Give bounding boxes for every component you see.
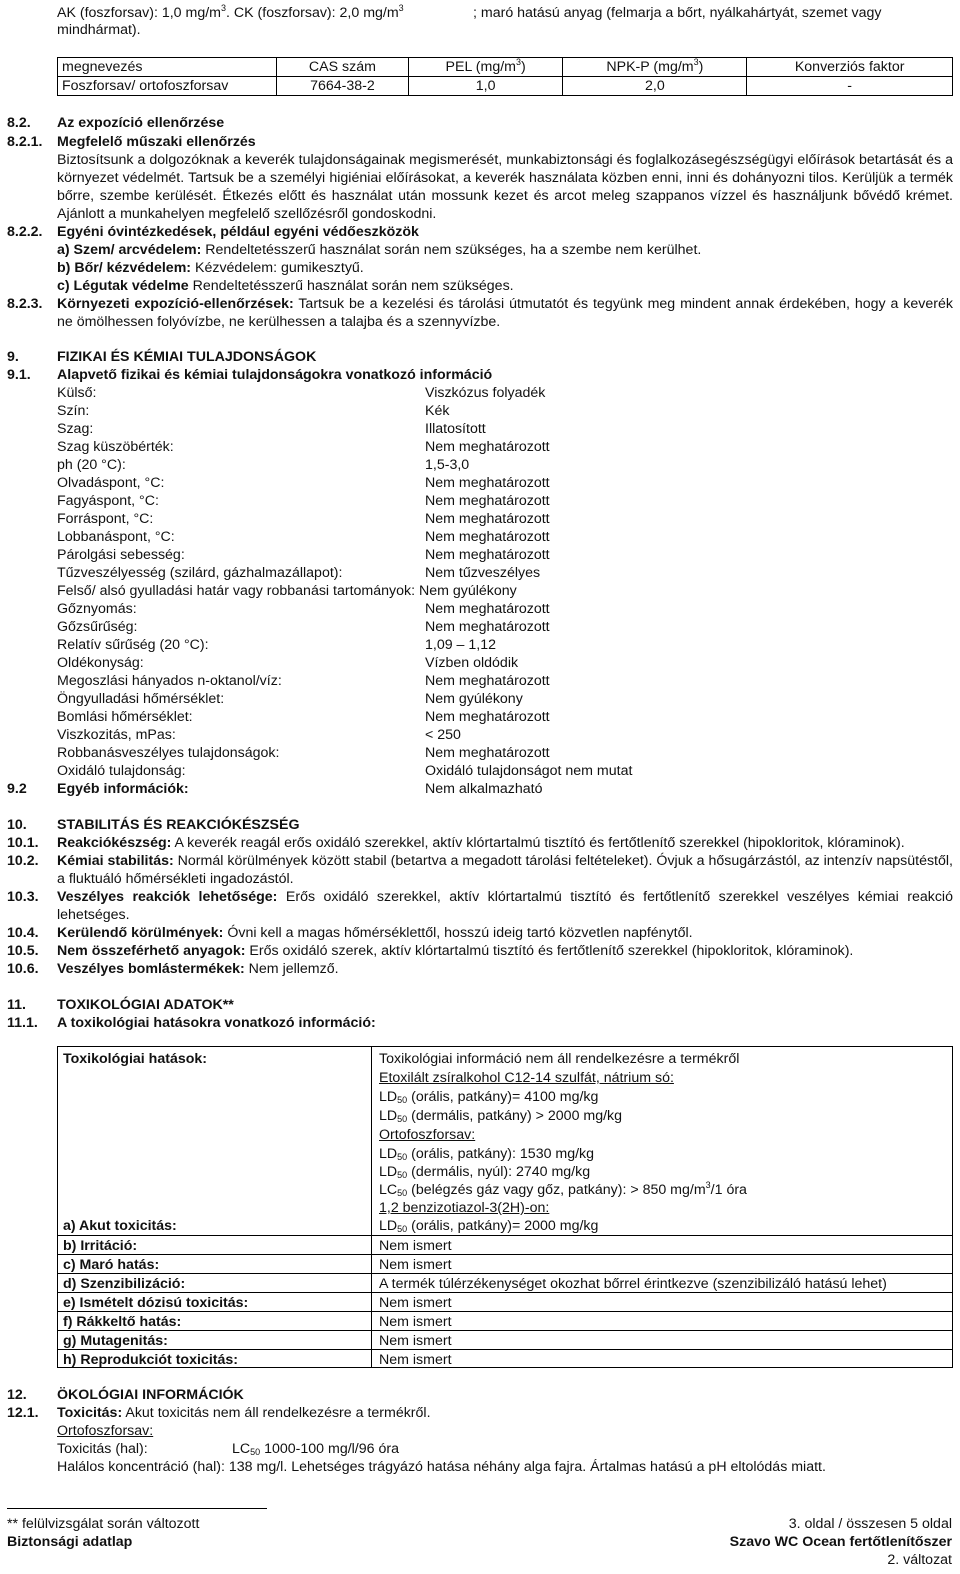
section-paragraph: Kerülendő körülmények: Óvni kell a magas hőmérséklettől, hosszú ideig tartó közvetlen napfénytől. [57, 925, 693, 941]
table-header-cell: NPK-P $(mg/m^3)$ [563, 58, 747, 77]
table-cell: f) Rákkeltő hatás: [63, 1314, 182, 1330]
section-paragraph: Reakciókészség: A keverék reagál erős oxidáló szerekkel, aktív klórtartalmú tisztító és fertőtlenítő szerekkel (hipokloritok, klóraminok). [57, 835, 905, 851]
property-value: Nem tűzveszélyes [425, 565, 541, 581]
table-cell: a) Akut toxicitás: [63, 1218, 177, 1234]
property-label: Olvadáspont, °C: [57, 475, 165, 491]
property-value: Oxidáló tulajdonságot nem mutat [425, 763, 633, 779]
property-label: Oldékonyság: [57, 655, 144, 671]
table-cell: Nem ismert [379, 1314, 452, 1330]
section-title: Egyéni óvintézkedések, például egyéni védőeszközök [57, 224, 419, 240]
section-number: 9.2 [7, 781, 27, 797]
table-cell: Nem ismert [379, 1257, 452, 1273]
section-number: 11.1. [7, 1015, 38, 1031]
table-cell: 1,0 [408, 77, 563, 96]
table-cell: Nem ismert [379, 1238, 452, 1254]
property-value: Nem meghatározott [425, 529, 550, 545]
intro-line-1: AK (foszforsav): 1,0 $mg/m^3$. CK (foszforsav): 2,0 $mg/m^3$ [57, 3, 404, 21]
section-paragraph: Biztosítsunk a dolgozóknak a keverék tulajdonságainak megismerését, munkabiztonsági és foglalkozásegészségügyi előírások betartását és a környezet védelmét. Tartsuk be a személyi higiéniai előírásokat, a keverék használata közben enni, inni és dohányozni tilos. Kerüljük a termék bőrre, szembe kerülését. Étkezés előtt és használat után mossunk kezet és arcot meleg szappanos vízzel és használjunk bővédő krémet. Ajánlott a munkahelyen megfelelő szellőzésről gondoskodni. [57, 152, 953, 222]
tox-value: $LD_{50}$ (dermális, patkány) > 2000 mg/kg [379, 1108, 623, 1124]
table-cell: 2,0 [563, 77, 747, 96]
property-value: Nem alkalmazható [425, 781, 543, 797]
skin-protection-line: b) Bőr/ kézvédelem: Kézvédelem: gumikesztyű. [57, 260, 364, 276]
table-cell: d) Szenzibilizáció: [63, 1276, 186, 1292]
section-number: 10.1. [7, 835, 39, 851]
table-cell: A termék túlérzékenységet okozhat bőrrel érintkezve (szenzibilizáló hatású lehet) [379, 1276, 887, 1292]
property-label: Robbanásveszélyes tulajdonságok: [57, 745, 280, 761]
section-number: 11. [7, 997, 26, 1013]
property-label: Szag küszöbérték: [57, 439, 174, 455]
section-number: 9. [7, 349, 19, 365]
section-title: STABILITÁS ÉS REAKCIÓKÉSZSÉG [57, 817, 300, 833]
section-number: 10.3. [7, 889, 39, 905]
footer-note: ** felülvizsgálat során változott [7, 1516, 200, 1532]
section-number: 10.2. [7, 853, 39, 869]
property-label: Forráspont, °C: [57, 511, 154, 527]
lethal-concentration-line: Halálos koncentráció (hal): 138 mg/l. Lehetséges trágyázó hatása néhány alga fajra. Ártalmas hatású a pH eltolódás miatt. [57, 1459, 826, 1475]
property-label: Oxidáló tulajdonság: [57, 763, 186, 779]
property-label: Tűzveszélyesség (szilárd, gázhalmazállapot): [57, 565, 343, 581]
substance-title: Ortofoszforsav: [57, 1423, 154, 1439]
table-cell: Foszforsav/ ortofoszforsav [58, 77, 277, 96]
property-value: < 250 [425, 727, 461, 743]
respiratory-protection-line: c) Légutak védelme Rendeltetésszerű használat során nem szükséges. [57, 278, 514, 294]
table-cell: 7664-38-2 [277, 77, 409, 96]
table-cell: Nem ismert [379, 1352, 452, 1368]
substance-title: 1,2 benzizotiazol-3(2H)-on: [379, 1200, 550, 1216]
table-column-divider [371, 1046, 372, 1368]
section-title: Alapvető fizikai és kémiai tulajdonságokra vonatkozó információ [57, 367, 493, 383]
property-value: 1,5-3,0 [425, 457, 470, 473]
table-header-cell: Konverziós faktor [747, 58, 953, 77]
property-value: Nem meghatározott [425, 439, 550, 455]
footer-divider [7, 1508, 267, 1509]
table-header-cell: CAS szám [277, 58, 409, 77]
property-value: Nem meghatározott [425, 673, 550, 689]
tox-value: $LD_{50}$ (dermális, nyúl): 2740 mg/kg [379, 1164, 591, 1180]
property-value: Kék [425, 403, 450, 419]
intro-line-2: mindhármat). [57, 22, 141, 38]
tox-value: $LD_{50}$ (orális, patkány)= 4100 mg/kg [379, 1089, 599, 1105]
property-value: Nem meghatározott [425, 709, 550, 725]
section-title: Megfelelő műszaki ellenőrzés [57, 134, 256, 150]
section-title: Az expozíció ellenőrzése [57, 115, 225, 131]
section-number: 10.4. [7, 925, 39, 941]
table-cell: b) Irritáció: [63, 1238, 138, 1254]
section-paragraph: Környezeti expozíció-ellenőrzések: Tartsuk be a kezelési és tárolási útmutatót és tegyünk meg mindent annak érdekében, hogy a keverék ne ömölhessen folyóvízbe, ne kerülhessen a talajba és a szennyvízbe. [57, 296, 953, 330]
section-number: 10. [7, 817, 27, 833]
property-label: Megoszlási hányados n-oktanol/víz: [57, 673, 282, 689]
table-cell: g) Mutagenitás: [63, 1333, 168, 1349]
table-row-divider [57, 1273, 953, 1274]
intro-line-1-cont: ; maró hatású anyag (felmarja a bőrt, nyálkahártyát, szemet vagy [473, 5, 882, 21]
toxicity-line: Toxicitás: Akut toxicitás nem áll rendelkezésre a termékről. [57, 1405, 431, 1421]
tox-value: $LC_{50}$ (belégzés gáz vagy gőz, patkány): > 850 $mg/m^3/1$ óra [379, 1180, 747, 1198]
property-label: ph (20 °C): [57, 457, 126, 473]
section-title: A toxikológiai hatásokra vonatkozó információ: [57, 1015, 376, 1031]
table-header-cell: Toxikológiai információ nem áll rendelkezésre a termékről [379, 1051, 740, 1067]
footer-doc-type: Biztonsági adatlap [7, 1534, 133, 1550]
property-label: Külső: [57, 385, 97, 401]
eye-protection-line: a) Szem/ arcvédelem: Rendeltetésszerű használat során nem szükséges, ha a szembe nem kerülhet. [57, 242, 702, 258]
property-value: Nem meghatározott [425, 511, 550, 527]
property-value: Nem meghatározott [425, 619, 550, 635]
section-number: 10.5. [7, 943, 39, 959]
table-cell: e) Ismételt dózisú toxicitás: [63, 1295, 249, 1311]
tox-value: $LD_{50}$ (orális, patkány)= 2000 mg/kg [379, 1218, 599, 1234]
property-label: Viszkozitás, mPas: [57, 727, 176, 743]
section-paragraph: Veszélyes reakciók lehetősége: Erős oxidáló szerekkel, aktív klórtartalmú tisztító és fertőtlenítő szerekkel veszélyes kémiai reakció lehetséges. [57, 889, 953, 923]
section-number: 8.2.1. [7, 134, 43, 150]
table-row-divider [57, 1254, 953, 1255]
section-title: FIZIKAI ÉS KÉMIAI TULAJDONSÁGOK [57, 349, 317, 365]
section-number: 10.6. [7, 961, 39, 977]
property-value: Nem meghatározott [425, 745, 550, 761]
section-title: ÖKOLÓGIAI INFORMÁCIÓK [57, 1387, 244, 1403]
property-label: Gőzsűrűség: [57, 619, 138, 635]
table-header-row [58, 58, 953, 77]
table-header-cell: PEL $(mg/m^3)$ [408, 58, 563, 77]
table-cell: c) Maró hatás: [63, 1257, 160, 1273]
property-value: Illatosított [425, 421, 486, 437]
table-header-cell: Toxikológiai hatások: [63, 1051, 208, 1067]
table-cell: h) Reprodukciót toxicitás: [63, 1352, 238, 1368]
property-label: Bomlási hőmérséklet: [57, 709, 193, 725]
fish-toxicity-label: Toxicitás (hal): [57, 1441, 148, 1457]
property-label: Gőznyomás: [57, 601, 137, 617]
property-label: Lobbanáspont, °C: [57, 529, 175, 545]
property-label: Relatív sűrűség (20 °C): [57, 637, 209, 653]
exposure-limits-table [57, 57, 953, 96]
property-label: Fagyáspont, °C: [57, 493, 159, 509]
section-number: 9.1. [7, 367, 31, 383]
property-label: Szín: [57, 403, 90, 419]
section-number: 8.2. [7, 115, 31, 131]
section-title: Egyéb információk: [57, 781, 189, 797]
property-value: Nem meghatározott [425, 475, 550, 491]
property-value: Nem meghatározott [425, 493, 550, 509]
section-number: 8.2.2. [7, 224, 43, 240]
table-row-divider [57, 1349, 953, 1350]
property-label: Öngyulladási hőmérséklet: [57, 691, 225, 707]
section-paragraph: Kémiai stabilitás: Normál körülmények között stabil (betartva a megadott tárolási feltételeket). Óvjuk a hősugárzástól, az intenzív napsütéstől, a fluktuáló hőmérsékleti ingadozástól. [57, 853, 953, 887]
fish-toxicity-value: $LC_{50}$ 1000-100 mg/l/96 óra [232, 1441, 399, 1457]
property-value: Vízben oldódik [425, 655, 519, 671]
tox-value: $LD_{50}$ (orális, patkány): 1530 mg/kg [379, 1146, 595, 1162]
section-number: 12.1. [7, 1405, 39, 1421]
property-label: Szag: [57, 421, 94, 437]
footer-version: 2. változat [887, 1552, 952, 1568]
section-number: 8.2.3. [7, 296, 43, 312]
property-value: Viszkózus folyadék [425, 385, 546, 401]
table-header-cell: megnevezés [58, 58, 277, 77]
footer-page-number: 3. oldal / összesen 5 oldal [788, 1516, 952, 1532]
section-paragraph: Veszélyes bomlástermékek: Nem jellemző. [57, 961, 339, 977]
table-cell: Nem ismert [379, 1295, 452, 1311]
substance-title: Ortofoszforsav: [379, 1127, 476, 1143]
property-label: Párolgási sebesség: [57, 547, 185, 563]
table-cell: Nem ismert [379, 1333, 452, 1349]
property-value: Nem meghatározott [425, 601, 550, 617]
section-paragraph: Nem összeférhető anyagok: Erős oxidáló szerek, aktív klórtartalmú tisztító és fertőtlenítő szerekkel (hipokloritok, klóraminok). [57, 943, 854, 959]
property-value: 1,09 – 1,12 [425, 637, 496, 653]
substance-title: Etoxilált zsíralkohol C12-14 szulfát, nátrium só: [379, 1070, 674, 1086]
table-row-divider [57, 1330, 953, 1331]
footer-product-name: Szavo WC Ocean fertőtlenítőszer [729, 1534, 952, 1550]
section-title: TOXIKOLÓGIAI ADATOK** [57, 997, 234, 1013]
table-cell: - [747, 77, 953, 96]
table-row-divider [57, 1235, 953, 1236]
property-label: Felső/ alsó gyulladási határ vagy robbanási tartományok: Nem gyúlékony [57, 583, 517, 599]
property-value: Nem gyúlékony [425, 691, 523, 707]
table-row [58, 77, 953, 96]
property-value: Nem meghatározott [425, 547, 550, 563]
section-number: 12. [7, 1387, 27, 1403]
